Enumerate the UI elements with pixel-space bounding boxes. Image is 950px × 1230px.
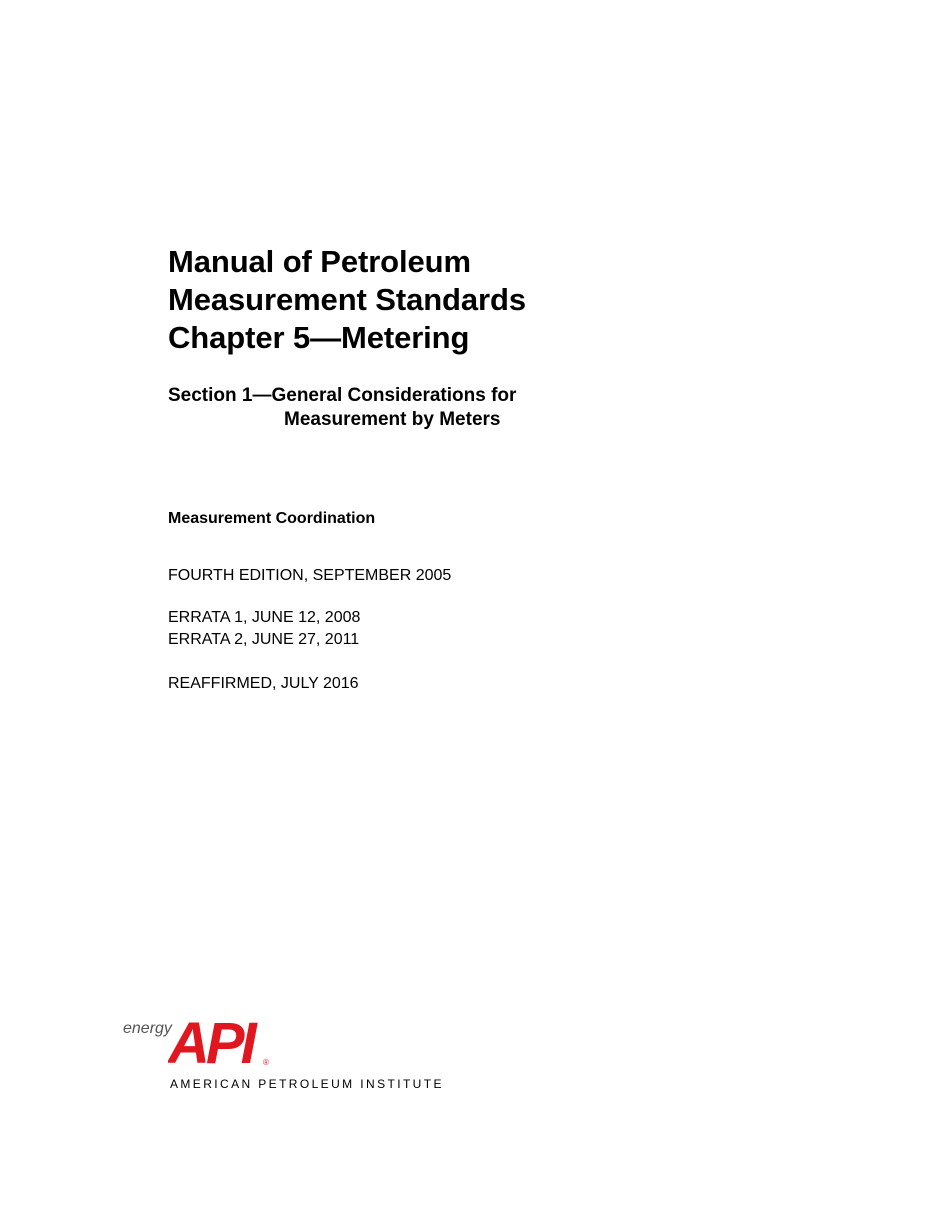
- organization-name: AMERICAN PETROLEUM INSTITUTE: [170, 1077, 444, 1091]
- title-line: Manual of Petroleum: [168, 244, 471, 279]
- energy-tagline: energy: [123, 1020, 172, 1037]
- api-logo: [118, 1008, 444, 1098]
- errata-item: ERRATA 1, JUNE 12, 2008: [168, 609, 361, 626]
- registered-mark: ®: [263, 1058, 269, 1067]
- title-line: Chapter 5—Metering: [168, 320, 470, 355]
- errata-list: [168, 607, 360, 651]
- section-line: Measurement by Meters: [284, 409, 501, 430]
- section-heading: [168, 384, 516, 432]
- title-line: Measurement Standards: [168, 282, 526, 317]
- edition-text: FOURTH EDITION, SEPTEMBER 2005: [168, 567, 452, 584]
- committee-name: Measurement Coordination: [168, 510, 376, 527]
- document-title: [168, 243, 526, 357]
- api-logo-icon: [168, 1012, 272, 1068]
- reaffirmed-text: REAFFIRMED, JULY 2016: [168, 675, 359, 692]
- errata-item: ERRATA 2, JUNE 27, 2011: [168, 631, 360, 648]
- section-line: Section 1—General Considerations for: [168, 385, 517, 406]
- api-mark-text: API: [168, 1012, 253, 1068]
